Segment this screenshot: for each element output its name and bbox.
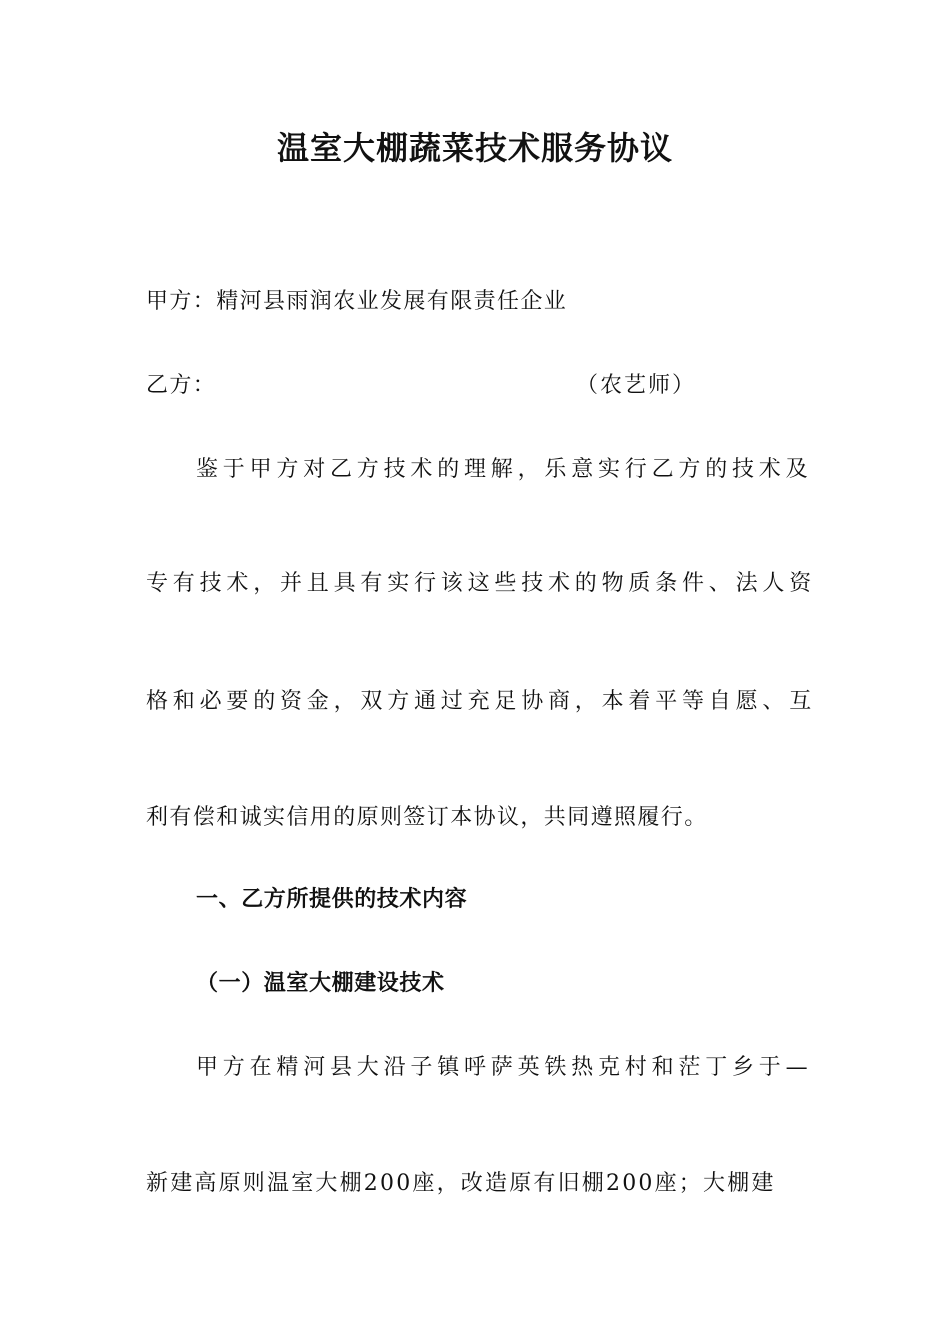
subsection-1-line-2: 新建高原则温室大棚200座，改造原有旧棚200座；大棚建 (146, 1171, 776, 1196)
preamble-line-2: 专有技术，并且具有实行该这些技术的物质条件、法人资 (146, 571, 817, 596)
preamble-line-4: 利有偿和诚实信用的原则签订本协议，共同遵照履行。 (146, 805, 708, 830)
document-title: 温室大棚蔬菜技术服务协议 (276, 129, 673, 167)
party-b-label: 乙方： (146, 373, 217, 398)
preamble-line-3: 格和必要的资金，双方通过充足协商，本着平等自愿、互 (146, 689, 817, 714)
preamble-line-1: 鉴于甲方对乙方技术的理解，乐意实行乙方的技术及 (196, 457, 813, 482)
subsection-1-line-1: 甲方在精河县大沿子镇呼萨英铁热克村和茫丁乡于— (196, 1055, 813, 1080)
section-1-heading: 一、乙方所提供的技术内容 (196, 887, 468, 912)
party-a-line: 甲方：精河县雨润农业发展有限责任企业 (146, 289, 568, 314)
party-b-role-note: （农艺师） (576, 373, 697, 398)
subsection-1-heading: （一）温室大棚建设技术 (196, 971, 445, 996)
